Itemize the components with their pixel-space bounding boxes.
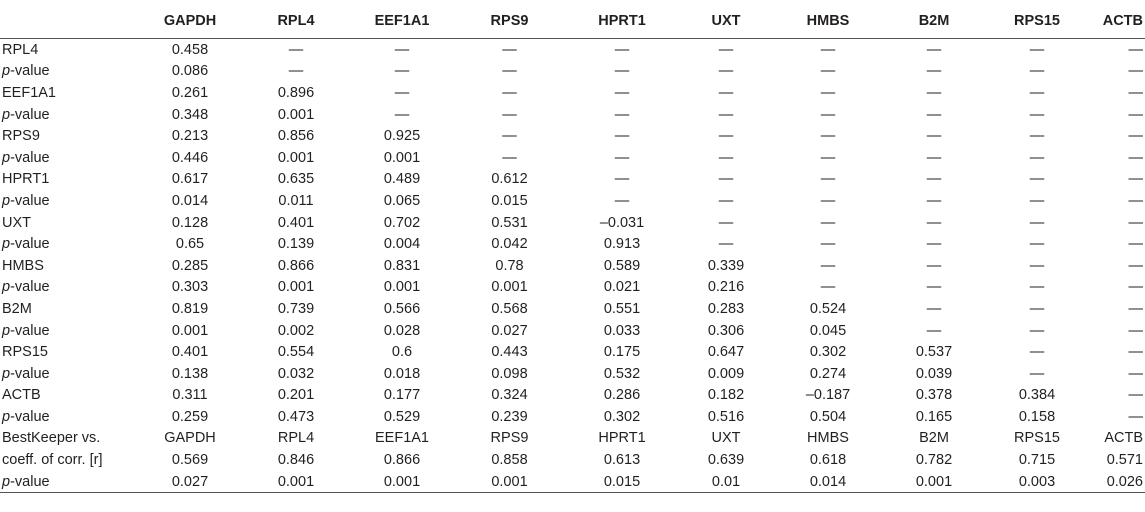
column-header: RPL4 bbox=[240, 4, 352, 39]
table-cell: — bbox=[820, 63, 836, 80]
table-cell: — bbox=[1029, 171, 1045, 188]
table-cell: — bbox=[718, 128, 734, 145]
table-cell: 0.866 bbox=[277, 257, 315, 274]
table-cell: — bbox=[718, 236, 734, 253]
table-cell: 0.647 bbox=[707, 344, 745, 361]
table-cell: 0.028 bbox=[383, 322, 421, 339]
table-cell: — bbox=[1128, 365, 1143, 382]
table-cell: 0.831 bbox=[383, 257, 421, 274]
row-label: UXT bbox=[2, 214, 31, 231]
table-cell: — bbox=[288, 63, 304, 80]
row-label-italic: p bbox=[2, 473, 11, 490]
table-cell: — bbox=[1128, 408, 1143, 425]
row-label bbox=[0, 363, 140, 385]
table-cell: 0.348 bbox=[171, 106, 209, 123]
row-label: ACTB bbox=[2, 387, 41, 404]
table-cell: RPS9 bbox=[490, 430, 529, 447]
table-cell: 0.201 bbox=[277, 387, 315, 404]
table-cell: — bbox=[926, 236, 942, 253]
table-cell: — bbox=[926, 300, 942, 317]
table-cell: — bbox=[926, 279, 942, 296]
table-cell: 0.401 bbox=[171, 344, 209, 361]
table-cell: 0.011 bbox=[278, 192, 314, 209]
table-row bbox=[0, 61, 1145, 83]
table-row bbox=[0, 471, 1145, 493]
table-cell: 0.165 bbox=[915, 408, 953, 425]
row-label bbox=[0, 61, 140, 83]
table-cell: 0.014 bbox=[171, 192, 209, 209]
row-label-italic: p bbox=[2, 408, 11, 425]
table-cell: 0.566 bbox=[383, 300, 421, 317]
row-label bbox=[0, 471, 140, 493]
table-cell: — bbox=[820, 84, 836, 101]
row-label bbox=[0, 104, 140, 126]
table-cell: HMBS bbox=[807, 430, 849, 447]
row-label-rest: -value bbox=[10, 473, 50, 490]
table-cell: 0.925 bbox=[383, 128, 421, 145]
column-header: HMBS bbox=[775, 4, 881, 39]
row-label-rest: -value bbox=[10, 236, 50, 253]
table-cell: 0.6 bbox=[391, 344, 413, 361]
table-cell: 0.443 bbox=[491, 344, 528, 361]
table-cell: — bbox=[614, 63, 630, 80]
table-row bbox=[0, 82, 1145, 104]
table-cell: — bbox=[820, 214, 836, 231]
table-cell: — bbox=[1128, 63, 1143, 80]
table-cell: — bbox=[614, 41, 630, 58]
table-cell: — bbox=[718, 149, 734, 166]
column-header: B2M bbox=[881, 4, 987, 39]
table-cell: 0.866 bbox=[383, 452, 421, 469]
table-cell: — bbox=[820, 128, 836, 145]
table-cell: 0.139 bbox=[277, 236, 315, 253]
column-header: RPS15 bbox=[987, 4, 1087, 39]
table-row bbox=[0, 125, 1145, 147]
table-cell: 0.537 bbox=[915, 344, 953, 361]
table-cell: 0.001 bbox=[240, 471, 352, 493]
row-label: BestKeeper vs. bbox=[2, 430, 101, 447]
row-label: RPL4 bbox=[2, 41, 39, 58]
table-cell: 0.026 bbox=[1087, 471, 1145, 493]
table-cell: 0.158 bbox=[1018, 408, 1056, 425]
table-cell: — bbox=[926, 149, 942, 166]
table-cell: 0.858 bbox=[491, 452, 528, 469]
table-cell: 0.896 bbox=[277, 84, 315, 101]
table-cell: — bbox=[1029, 84, 1045, 101]
table-cell: 0.01 bbox=[677, 471, 775, 493]
table-row bbox=[0, 428, 1145, 450]
table-cell: — bbox=[1128, 171, 1143, 188]
table-cell: 0.589 bbox=[603, 257, 641, 274]
table-cell: 0.001 bbox=[352, 471, 452, 493]
correlation-table bbox=[0, 4, 1145, 493]
table-cell: 0.516 bbox=[707, 408, 745, 425]
table-cell: 0.568 bbox=[491, 300, 528, 317]
table-cell: 0.033 bbox=[603, 322, 641, 339]
table-cell: 0.551 bbox=[603, 300, 641, 317]
table-cell: — bbox=[1128, 192, 1143, 209]
table-cell: 0.001 bbox=[277, 106, 315, 123]
row-label-italic: p bbox=[2, 322, 11, 339]
table-cell: 0.065 bbox=[383, 192, 421, 209]
table-cell: 0.128 bbox=[171, 214, 209, 231]
table-cell: — bbox=[394, 63, 410, 80]
table-cell: — bbox=[1128, 214, 1143, 231]
table-row bbox=[0, 406, 1145, 428]
table-cell: — bbox=[1128, 344, 1143, 361]
table-cell: — bbox=[1128, 106, 1143, 123]
table-row bbox=[0, 320, 1145, 342]
table-cell: — bbox=[926, 128, 942, 145]
table-cell: 0.002 bbox=[277, 322, 315, 339]
table-cell: 0.213 bbox=[171, 128, 209, 145]
table-cell: 0.311 bbox=[172, 387, 208, 404]
table-cell: — bbox=[1029, 365, 1045, 382]
table-cell: UXT bbox=[711, 430, 741, 447]
row-label-italic: p bbox=[2, 63, 11, 80]
column-header: HPRT1 bbox=[567, 4, 677, 39]
table-cell: 0.177 bbox=[383, 387, 421, 404]
table-cell: 0.259 bbox=[171, 408, 209, 425]
table-cell: — bbox=[820, 106, 836, 123]
table-cell: — bbox=[1128, 128, 1143, 145]
table-cell: 0.446 bbox=[171, 149, 209, 166]
table-cell: 0.261 bbox=[171, 84, 209, 101]
table-cell: 0.529 bbox=[383, 408, 421, 425]
table-cell: 0.042 bbox=[491, 236, 528, 253]
table-cell: — bbox=[394, 84, 410, 101]
table-cell: 0.001 bbox=[383, 149, 421, 166]
table-cell: 0.617 bbox=[171, 171, 209, 188]
table-body bbox=[0, 39, 1145, 493]
row-label-rest: -value bbox=[10, 149, 50, 166]
row-label-italic: p bbox=[2, 365, 11, 382]
table-cell: — bbox=[614, 149, 630, 166]
table-cell: 0.004 bbox=[383, 236, 421, 253]
table-cell: — bbox=[1029, 300, 1045, 317]
table-cell: — bbox=[502, 149, 517, 166]
row-label: B2M bbox=[2, 300, 32, 317]
table-cell: — bbox=[502, 128, 517, 145]
row-label-italic: p bbox=[2, 279, 11, 296]
table-cell: — bbox=[614, 84, 630, 101]
table-cell: — bbox=[1128, 41, 1143, 58]
table-cell: — bbox=[1128, 149, 1143, 166]
table-cell: 0.913 bbox=[603, 236, 641, 253]
table-cell: 0.846 bbox=[277, 452, 315, 469]
table-cell: — bbox=[926, 63, 942, 80]
table-cell: 0.018 bbox=[383, 365, 421, 382]
table-cell: — bbox=[718, 171, 734, 188]
row-label-rest: -value bbox=[10, 63, 50, 80]
table-cell: 0.175 bbox=[603, 344, 641, 361]
table-cell: 0.015 bbox=[567, 471, 677, 493]
table-cell: — bbox=[820, 41, 836, 58]
table-row bbox=[0, 385, 1145, 407]
table-cell: — bbox=[926, 192, 942, 209]
table-cell: — bbox=[718, 63, 734, 80]
row-label: RPS15 bbox=[2, 344, 48, 361]
table-cell: 0.003 bbox=[987, 471, 1087, 493]
table-cell: 0.001 bbox=[277, 279, 315, 296]
row-label bbox=[0, 320, 140, 342]
table-cell: ACTB bbox=[1104, 430, 1143, 447]
table-cell: — bbox=[1029, 214, 1045, 231]
table-row bbox=[0, 363, 1145, 385]
row-label-rest: -value bbox=[10, 365, 50, 382]
table-cell: — bbox=[1128, 322, 1143, 339]
table-cell: — bbox=[718, 214, 734, 231]
table-cell: –0.187 bbox=[805, 387, 851, 404]
table-cell: 0.612 bbox=[491, 171, 528, 188]
table-cell: 0.532 bbox=[603, 365, 641, 382]
row-label-rest: -value bbox=[10, 279, 50, 296]
table-cell: — bbox=[614, 171, 630, 188]
table-row bbox=[0, 255, 1145, 277]
table-cell: — bbox=[1029, 149, 1045, 166]
table-cell: 0.182 bbox=[707, 387, 745, 404]
table-cell: 0.473 bbox=[277, 408, 315, 425]
table-cell: 0.569 bbox=[171, 452, 209, 469]
table-cell: GAPDH bbox=[164, 430, 216, 447]
table-cell: — bbox=[1029, 63, 1045, 80]
table-cell: 0.001 bbox=[383, 279, 421, 296]
table-cell: 0.324 bbox=[491, 387, 528, 404]
row-label bbox=[0, 233, 140, 255]
table-row bbox=[0, 104, 1145, 126]
table-cell: 0.78 bbox=[495, 257, 524, 274]
row-label-italic: p bbox=[2, 106, 11, 123]
table-row bbox=[0, 212, 1145, 234]
row-label bbox=[0, 190, 140, 212]
column-header: UXT bbox=[677, 4, 775, 39]
table-cell: — bbox=[1029, 344, 1045, 361]
table-cell: 0.274 bbox=[809, 365, 847, 382]
table-cell: 0.635 bbox=[277, 171, 315, 188]
table-cell: 0.216 bbox=[707, 279, 745, 296]
table-cell: 0.015 bbox=[491, 192, 528, 209]
table-cell: — bbox=[926, 84, 942, 101]
table-cell: — bbox=[1029, 41, 1045, 58]
table-cell: — bbox=[718, 192, 734, 209]
row-label-italic: p bbox=[2, 192, 11, 209]
table-cell: 0.009 bbox=[707, 365, 745, 382]
table-cell: — bbox=[1128, 257, 1143, 274]
row-label bbox=[0, 147, 140, 169]
table-cell: — bbox=[718, 106, 734, 123]
table-row bbox=[0, 449, 1145, 471]
table-cell: — bbox=[502, 106, 517, 123]
table-cell: 0.027 bbox=[140, 471, 240, 493]
table-cell: 0.782 bbox=[915, 452, 953, 469]
table-cell: 0.027 bbox=[491, 322, 528, 339]
table-cell: 0.702 bbox=[383, 214, 421, 231]
table-cell: 0.819 bbox=[171, 300, 209, 317]
table-cell: 0.239 bbox=[491, 408, 528, 425]
table-cell: — bbox=[718, 84, 734, 101]
table-cell: — bbox=[1128, 84, 1143, 101]
row-label-italic: p bbox=[2, 149, 11, 166]
table-cell: — bbox=[926, 322, 942, 339]
row-label-rest: -value bbox=[10, 192, 50, 209]
table-cell: 0.715 bbox=[1018, 452, 1056, 469]
table-cell: — bbox=[926, 257, 942, 274]
row-label-rest: -value bbox=[10, 106, 50, 123]
table-cell: 0.045 bbox=[809, 322, 847, 339]
table-cell: 0.014 bbox=[775, 471, 881, 493]
table-row bbox=[0, 233, 1145, 255]
table-cell: HPRT1 bbox=[598, 430, 646, 447]
table-cell: — bbox=[820, 236, 836, 253]
table-cell: — bbox=[1029, 106, 1045, 123]
table-cell: — bbox=[1029, 192, 1045, 209]
table-cell: — bbox=[1029, 236, 1045, 253]
table-cell: 0.286 bbox=[603, 387, 641, 404]
table-cell: 0.306 bbox=[707, 322, 745, 339]
table-cell: — bbox=[1029, 257, 1045, 274]
table-cell: 0.613 bbox=[603, 452, 641, 469]
table-cell: 0.618 bbox=[809, 452, 847, 469]
table-cell: — bbox=[1029, 279, 1045, 296]
header-row bbox=[0, 4, 1145, 39]
table-row bbox=[0, 190, 1145, 212]
table-cell: 0.086 bbox=[171, 63, 209, 80]
table-cell: 0.001 bbox=[171, 322, 209, 339]
table-cell: 0.001 bbox=[881, 471, 987, 493]
table-cell: EEF1A1 bbox=[375, 430, 429, 447]
row-label bbox=[0, 277, 140, 299]
table-cell: — bbox=[502, 41, 517, 58]
table-cell: — bbox=[394, 106, 410, 123]
table-cell: 0.524 bbox=[809, 300, 847, 317]
table-cell: — bbox=[926, 214, 942, 231]
row-label bbox=[0, 406, 140, 428]
table-cell: — bbox=[1128, 300, 1143, 317]
table-cell: 0.531 bbox=[491, 214, 528, 231]
table-cell: — bbox=[502, 63, 517, 80]
table-cell: 0.739 bbox=[277, 300, 315, 317]
table-cell: — bbox=[926, 171, 942, 188]
row-label-rest: -value bbox=[10, 408, 50, 425]
table-cell: — bbox=[718, 41, 734, 58]
table-cell: 0.856 bbox=[277, 128, 315, 145]
row-label: HPRT1 bbox=[2, 171, 50, 188]
table-cell: 0.302 bbox=[603, 408, 641, 425]
table-cell: — bbox=[1128, 236, 1143, 253]
table-cell: — bbox=[288, 41, 304, 58]
row-label: coeff. of corr. [r] bbox=[2, 452, 103, 469]
table-cell: 0.039 bbox=[915, 365, 953, 382]
table-cell: 0.001 bbox=[491, 279, 528, 296]
table-cell: 0.401 bbox=[277, 214, 315, 231]
table-cell: 0.339 bbox=[707, 257, 745, 274]
row-label-rest: -value bbox=[10, 322, 50, 339]
table-cell: — bbox=[926, 106, 942, 123]
table-cell: 0.283 bbox=[707, 300, 745, 317]
table-cell: — bbox=[394, 41, 410, 58]
table-cell: — bbox=[820, 149, 836, 166]
table-cell: 0.138 bbox=[171, 365, 209, 382]
table-cell: B2M bbox=[919, 430, 949, 447]
table-cell: — bbox=[820, 192, 836, 209]
table-row bbox=[0, 298, 1145, 320]
table-cell: 0.571 bbox=[1106, 452, 1143, 469]
table-header bbox=[0, 4, 1145, 39]
table-cell: — bbox=[502, 84, 517, 101]
table-cell: 0.554 bbox=[277, 344, 315, 361]
header-corner-cell bbox=[0, 4, 140, 39]
table-cell: 0.302 bbox=[809, 344, 847, 361]
table-cell: 0.032 bbox=[277, 365, 315, 382]
table-cell: 0.303 bbox=[171, 279, 209, 296]
table-cell: –0.031 bbox=[599, 214, 645, 231]
row-label-italic: p bbox=[2, 236, 11, 253]
table-cell: — bbox=[926, 41, 942, 58]
table-cell: 0.098 bbox=[491, 365, 528, 382]
table-cell: — bbox=[820, 171, 836, 188]
table-cell: 0.001 bbox=[452, 471, 567, 493]
table-cell: — bbox=[1029, 128, 1045, 145]
table-row bbox=[0, 169, 1145, 191]
row-label: HMBS bbox=[2, 257, 44, 274]
column-header: GAPDH bbox=[140, 4, 240, 39]
table-row bbox=[0, 39, 1145, 61]
table-cell: 0.489 bbox=[383, 171, 421, 188]
table-cell: 0.65 bbox=[175, 236, 205, 253]
table-cell: 0.639 bbox=[707, 452, 745, 469]
table-cell: — bbox=[614, 192, 630, 209]
table-cell: 0.458 bbox=[171, 41, 209, 58]
column-header: RPS9 bbox=[452, 4, 567, 39]
table-cell: — bbox=[614, 106, 630, 123]
table-cell: RPL4 bbox=[277, 430, 315, 447]
table-cell: — bbox=[614, 128, 630, 145]
table-row bbox=[0, 341, 1145, 363]
table-cell: 0.378 bbox=[915, 387, 953, 404]
column-header: EEF1A1 bbox=[352, 4, 452, 39]
table-cell: — bbox=[820, 279, 836, 296]
table-cell: — bbox=[1128, 279, 1143, 296]
table-cell: 0.504 bbox=[809, 408, 847, 425]
table-cell: 0.384 bbox=[1018, 387, 1056, 404]
column-header: ACTB bbox=[1087, 4, 1145, 39]
table-row bbox=[0, 147, 1145, 169]
table-cell: — bbox=[1128, 387, 1143, 404]
table-cell: 0.001 bbox=[277, 149, 315, 166]
table-cell: — bbox=[1029, 322, 1045, 339]
table-cell: 0.285 bbox=[171, 257, 209, 274]
table-cell: 0.021 bbox=[603, 279, 641, 296]
row-label: EEF1A1 bbox=[2, 84, 56, 101]
table-cell: — bbox=[820, 257, 836, 274]
table-cell: RPS15 bbox=[1014, 430, 1060, 447]
row-label: RPS9 bbox=[2, 128, 40, 145]
table-row bbox=[0, 277, 1145, 299]
